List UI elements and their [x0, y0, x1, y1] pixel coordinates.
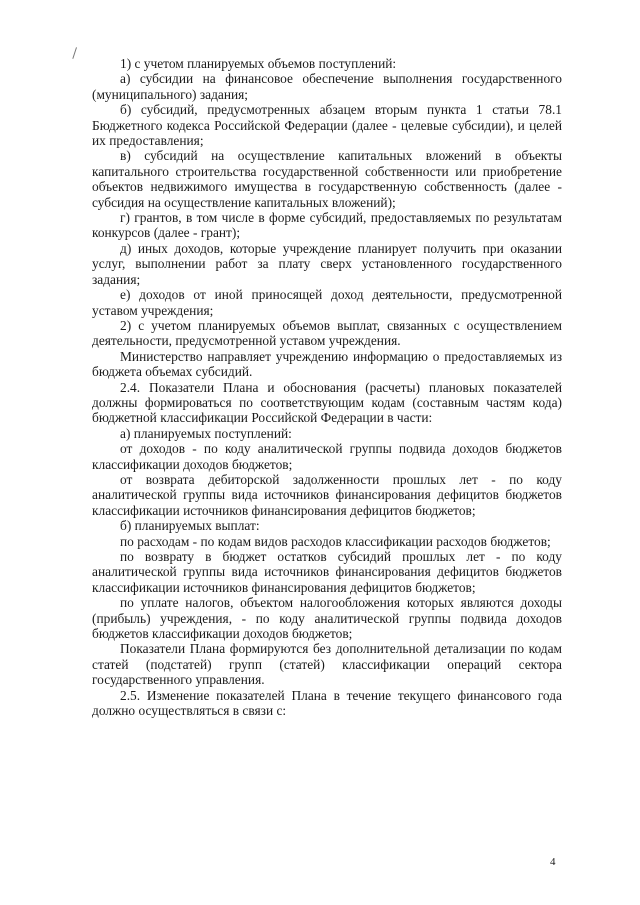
- paragraph-item-g: г) грантов, в том числе в форме субсидий, предоставляемых по результатам конкурсов (далее - грант);: [92, 210, 562, 241]
- paragraph-ministry: Министерство направляет учреждению информацию о предоставляемых из бюджета объемах субсидий.: [92, 348, 562, 380]
- paragraph-by-expenses: по расходам - по кодам видов расходов классификации расходов бюджетов;: [120, 533, 551, 549]
- paragraph-planned-payments: 2) с учетом планируемых объемов выплат, связанных с осуществлением деятельности, предусмотренной уставом учреждения.: [92, 317, 562, 349]
- paragraph-from-receivables: от возврата дебиторской задолженности прошлых лет - по коду аналитической группы вида источников финансирования дефицитов бюджетов классификации источников финансирования дефицитов бюджетов;: [92, 471, 562, 518]
- paragraph-from-income: от доходов - по коду аналитической группы подвида доходов бюджетов классификации доходов бюджетов;: [92, 441, 562, 472]
- page-number: 4: [550, 856, 556, 868]
- paragraph-planned-receipts: 1) с учетом планируемых объемов поступлений:: [120, 56, 397, 71]
- paragraph-item-b: б) субсидий, предусмотренных абзацем вторым пункта 1 статьи 78.1 Бюджетного кодекса Российской Федерации (далее - целевые субсидии), и целей их предоставления;: [92, 102, 562, 149]
- pen-mark: [72, 47, 82, 61]
- paragraph-planned-receipts-a: а) планируемых поступлений:: [120, 425, 292, 441]
- document-body: [92, 56, 562, 718]
- paragraph-return-subsidies: по возврату в бюджет остатков субсидий прошлых лет - по коду аналитической группы вида источников финансирования дефицитов бюджетов классификации источников финансирования дефицитов бюджетов;: [92, 549, 562, 595]
- paragraph-item-a: а) субсидии на финансовое обеспечение выполнения государственного (муниципального) задания;: [92, 71, 562, 102]
- paragraph-item-v: в) субсидий на осуществление капитальных вложений в объекты капитального строительства государственной собственности или приобретение объектов недвижимого имущества в государственную собственность (далее - субсидия на осуществление капитальных вложений);: [92, 148, 562, 210]
- paragraph-2-5: 2.5. Изменение показателей Плана в течение текущего финансового года должно осуществляться в связи с:: [92, 687, 562, 719]
- paragraph-item-d: д) иных доходов, которые учреждение планирует получить при оказании услуг, выполнении работ за плату сверх установленного государственного задания;: [92, 240, 562, 287]
- paragraph-taxes: по уплате налогов, объектом налогообложения которых являются доходы (прибыль) учреждения, - по коду аналитической группы подвида доходов бюджетов классификации доходов бюджетов;: [92, 595, 562, 642]
- paragraph-item-e: е) доходов от иной приносящей доход деятельности, предусмотренной уставом учреждения;: [92, 287, 562, 318]
- paragraph-plan-indicators: Показатели Плана формируются без дополнительной детализации по кодам статей (подстатей) групп (статей) классификации операций сектора государственного управления.: [92, 641, 562, 688]
- paragraph-planned-payments-b: б) планируемых выплат:: [120, 518, 260, 534]
- paragraph-2-4: 2.4. Показатели Плана и обоснования (расчеты) плановых показателей должны формироваться по соответствующим кодам (составным частям кода) бюджетной классификации Российской Федерации в части:: [92, 379, 562, 426]
